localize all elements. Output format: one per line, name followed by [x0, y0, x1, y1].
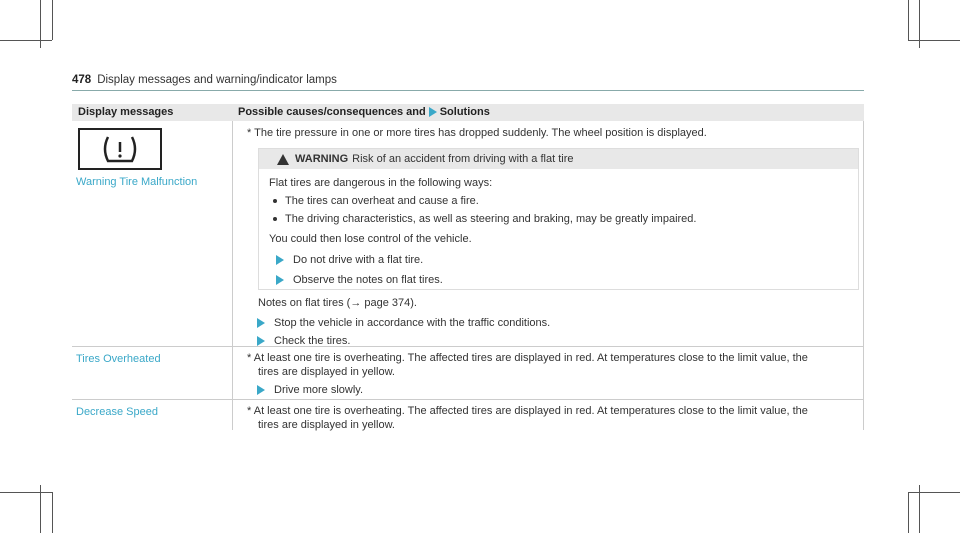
step-arrow-icon: [257, 318, 265, 328]
step-text: Check the tires.: [274, 335, 351, 347]
crop-mark: [0, 40, 52, 41]
crop-mark: [908, 492, 960, 493]
table-row: [72, 400, 864, 430]
tire-pressure-warning-icon: [78, 128, 162, 170]
table-row: [72, 347, 864, 400]
crop-mark: [908, 492, 909, 533]
message-tires-overheated: Tires Overheated: [76, 353, 161, 365]
table-row: [72, 121, 864, 347]
bullet-text: The driving characteristics, as well as steering and braking, may be greatly impaired.: [285, 213, 697, 225]
bullet-text: The tires can overheat and cause a fire.: [285, 195, 479, 207]
step-arrow-icon: [257, 385, 265, 395]
step-text: Drive more slowly.: [274, 384, 364, 396]
step-arrow-icon: [276, 255, 284, 265]
header-rule: [72, 90, 864, 91]
warning-title: Risk of an accident from driving with a flat tire: [352, 153, 574, 165]
warning-triangle-icon: [277, 154, 289, 165]
cause-text-cont: tires are displayed in yellow.: [258, 366, 395, 378]
crop-mark: [52, 492, 53, 533]
page-number: 478: [72, 74, 92, 86]
bullet-icon: [273, 199, 277, 203]
step-text: Observe the notes on flat tires.: [293, 274, 443, 286]
message-warning-tire-malfunction: Warning Tire Malfunction: [76, 176, 198, 188]
cause-text: * At least one tire is overheating. The affected tires are displayed in red. At temperatures close to the limit value, the: [247, 405, 808, 417]
col1-header: Display messages: [72, 104, 232, 121]
crop-mark: [0, 492, 52, 493]
warning-bullet: [269, 212, 696, 227]
message-decrease-speed: Decrease Speed: [76, 406, 158, 418]
arrow-icon: [429, 107, 437, 117]
step-text: Stop the vehicle in accordance with the traffic conditions.: [274, 317, 551, 329]
cause-text: * At least one tire is overheating. The affected tires are displayed in red. At temperatures close to the limit value, the: [247, 352, 808, 364]
col2-header: [232, 104, 864, 121]
notes-link[interactable]: Notes on flat tires (→ page 374).: [258, 297, 417, 309]
warning-header: [259, 149, 858, 169]
solution-step: [254, 383, 363, 398]
solution-step: [254, 316, 550, 331]
warning-bullet: [269, 194, 479, 209]
crop-mark: [908, 0, 909, 40]
cause-text-cont: tires are displayed in yellow.: [258, 419, 395, 431]
col2-header-solutions: Solutions: [439, 106, 490, 118]
page-header: [72, 74, 337, 86]
page-title: Display messages and warning/indicator lamps: [97, 74, 337, 86]
warning-box: [258, 148, 859, 290]
warning-step: [273, 273, 443, 288]
bullet-icon: [273, 217, 277, 221]
step-arrow-icon: [257, 336, 265, 346]
crop-mark: [52, 0, 53, 40]
col2-header-causes: Possible causes/consequences and: [238, 106, 426, 118]
step-arrow-icon: [276, 275, 284, 285]
warning-step: [273, 253, 423, 268]
step-text: Do not drive with a flat tire.: [293, 254, 424, 266]
warning-intro: Flat tires are dangerous in the following ways:: [269, 177, 493, 189]
warning-outro: You could then lose control of the vehicle.: [269, 233, 472, 245]
cause-text: * The tire pressure in one or more tires has dropped suddenly. The wheel position is displayed.: [247, 127, 707, 139]
warning-label: WARNING: [295, 153, 349, 165]
crop-mark: [908, 40, 960, 41]
